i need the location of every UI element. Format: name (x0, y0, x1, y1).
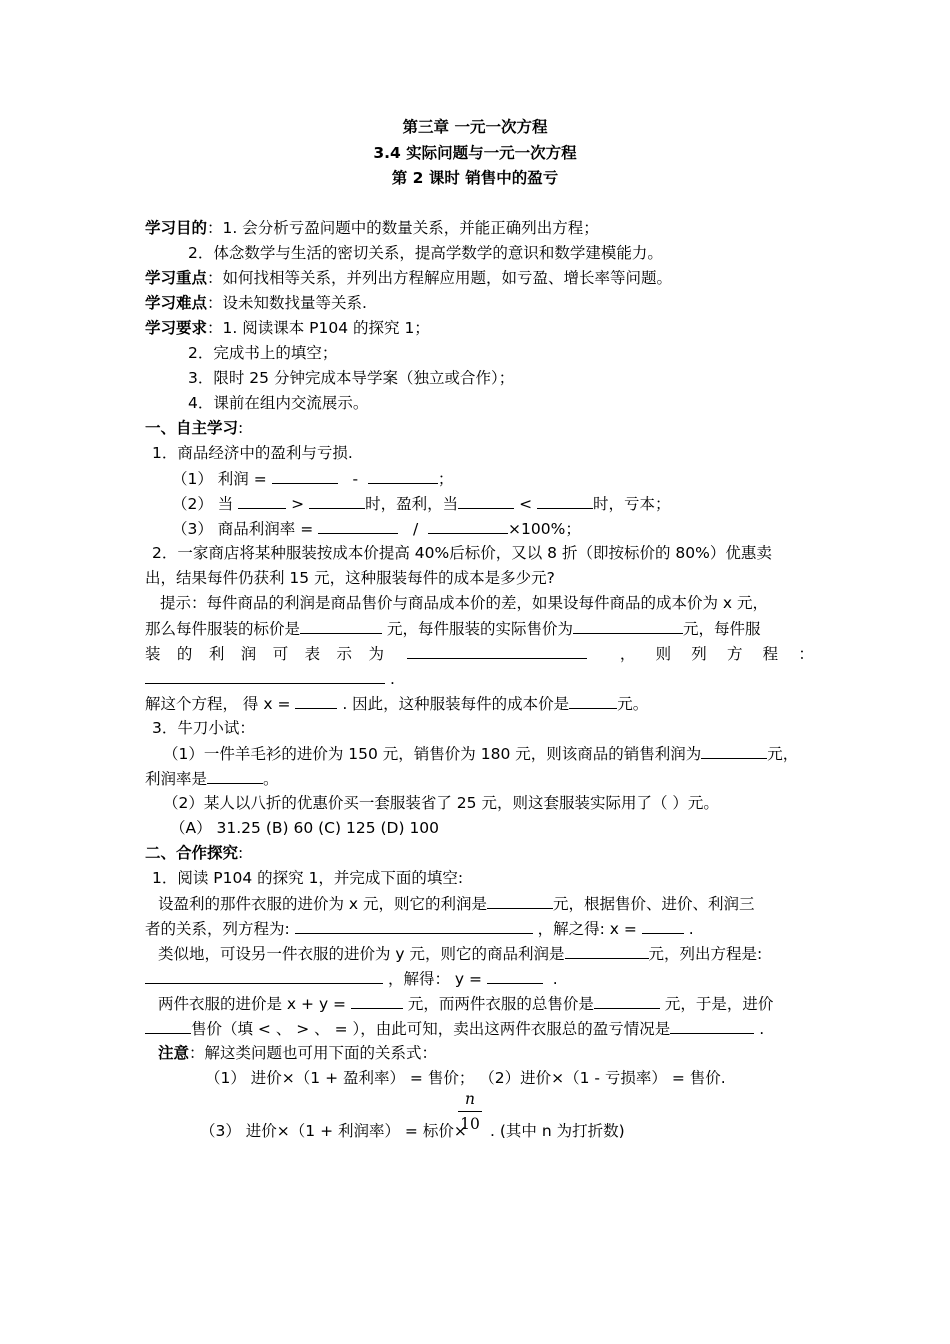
text: 元，而两件衣服的总售价是 (407, 995, 594, 1013)
p2-line-4 (145, 968, 558, 989)
text: / (412, 520, 419, 538)
chapter-title: 第三章 一元一次方程 (402, 118, 548, 136)
blank-field[interactable] (537, 493, 593, 509)
goals-label: 学习目的 (145, 219, 208, 237)
p1-q2-line-1: 2．一家商店将某种服装按成本价提高 40%后标价，又以 8 折（即按标价的 80%）优惠卖 (152, 544, 772, 562)
blank-field[interactable] (487, 968, 543, 984)
text: 两件衣服的进价是 x + y = (158, 995, 347, 1013)
p1-hint-line-2 (145, 618, 760, 639)
p1-q3-1-cont (145, 768, 279, 789)
p2-line-5 (158, 993, 773, 1014)
p1-q3-options: （A） 31.25 (B) 60 (C) 125 (D) 100 (170, 819, 440, 837)
text: 。 (263, 770, 279, 788)
text: 利润率是 (145, 770, 208, 788)
requirements-item-2: 2．完成书上的填空； (188, 344, 338, 362)
text: （2） 当 (172, 495, 234, 513)
blank-field[interactable] (569, 693, 617, 709)
text: 元，每件服装的实际售价为 (386, 620, 573, 638)
difficulty-line (145, 293, 367, 313)
requirements-label: 学习要求 (145, 319, 208, 337)
text: 者的关系，列方程为: (145, 920, 290, 938)
text: . (552, 970, 558, 988)
p2-line-6 (145, 1018, 764, 1039)
text: . (759, 1020, 765, 1038)
part1-heading (145, 418, 243, 438)
p1-q1-title: 1．商品经济中的盈利与亏损. (152, 444, 353, 462)
p2-formula-3-tail: . (其中 n 为打折数) (490, 1122, 625, 1140)
text: 装的利润可表示为 (145, 645, 390, 663)
fraction-numerator: n (465, 1090, 475, 1108)
requirements-item-4: 4．课前在组内交流展示。 (188, 394, 369, 412)
blank-field[interactable] (318, 518, 398, 534)
p1-q3-1 (163, 743, 798, 764)
section-title: 3.4 实际问题与一元一次方程 (373, 144, 577, 162)
p2-formula-1-2: （1） 进价×（1 + 盈利率） = 售价； （2）进价×（1 - 亏损率） = 售价. (205, 1069, 726, 1087)
text: > (291, 495, 305, 513)
text: 元，于是，进价 (664, 995, 774, 1013)
p1-q3-title: 3．牛刀小试： (152, 719, 255, 737)
blank-field[interactable] (573, 618, 683, 634)
text: 类似地，可设另一件衣服的进价为 y 元，则它的商品利润是 (158, 945, 565, 963)
text: （3） 商品利润率 = (172, 520, 314, 538)
text: . 因此，这种服装每件的成本价是 (342, 695, 570, 713)
blank-field[interactable] (594, 993, 660, 1009)
blank-field[interactable] (207, 768, 263, 784)
blank-field[interactable] (300, 618, 382, 634)
text: 售价（填 < 、 > 、 = ），由此可知，卖出这两件衣服总的盈亏情况是 (191, 1020, 671, 1038)
p1-q1-3 (172, 518, 581, 539)
text: 时，盈利，当 (365, 495, 459, 513)
text: 元。 (617, 695, 649, 713)
p1-q2-line-2: 出，结果每件仍获利 15 元，这种服装每件的成本是多少元? (145, 569, 555, 587)
blank-field[interactable] (145, 1018, 191, 1034)
p1-hint-line-4 (145, 668, 395, 689)
blank-field[interactable] (272, 468, 338, 484)
text: 元，列出方程是: (648, 945, 763, 963)
part2-heading (145, 843, 243, 863)
text: （1） 利润 = (172, 470, 267, 488)
blank-field[interactable] (295, 918, 533, 934)
blank-field[interactable] (701, 743, 767, 759)
blank-field[interactable] (487, 893, 553, 909)
goals-item-1: ：1. 会分析亏盈问题中的数量关系，并能正确列出方程； (207, 219, 599, 237)
focus-line (145, 268, 672, 288)
p2-line-2 (145, 918, 694, 939)
p2-line-3 (158, 943, 762, 964)
blank-field[interactable] (642, 918, 684, 934)
blank-field[interactable] (368, 468, 438, 484)
p1-q1-2 (172, 493, 671, 514)
p2-note-line (158, 1043, 437, 1063)
blank-field[interactable] (458, 493, 514, 509)
text: 元， (767, 745, 799, 763)
blank-field[interactable] (145, 668, 385, 684)
difficulty-label: 学习难点 (145, 294, 208, 312)
text: ； (437, 470, 454, 488)
text: 设盈利的那件衣服的进价为 x 元，则它的利润是 (158, 895, 488, 913)
text: 解这个方程， 得 x = (145, 695, 291, 713)
fraction-bar (458, 1111, 482, 1112)
p2-formula-3 (200, 1121, 467, 1141)
text: 那么每件服装的标价是 (145, 620, 301, 638)
p1-hint-line-3 (145, 643, 820, 664)
text: 时，亏本； (593, 495, 671, 513)
p1-q1-1 (172, 468, 453, 489)
fraction-denominator: 10 (460, 1115, 480, 1133)
text: ，解得： y = (387, 970, 482, 988)
text: （1）一件羊毛衫的进价为 150 元，销售价为 180 元，则该商品的销售利润为 (163, 745, 702, 763)
part1-heading-colon: : (238, 419, 244, 437)
text: - (352, 470, 359, 488)
blank-field[interactable] (407, 643, 587, 659)
p1-solve-line (145, 693, 648, 714)
text: . (688, 920, 694, 938)
note-label: 注意 (158, 1044, 190, 1062)
blank-field[interactable] (670, 1018, 754, 1034)
blank-field[interactable] (309, 493, 365, 509)
blank-field[interactable] (428, 518, 508, 534)
text: ，则列方程： (619, 645, 820, 663)
part1-heading-text: 一、自主学习 (145, 419, 239, 437)
text: （3） 进价×（1 + 利润率） = 标价× (200, 1122, 467, 1140)
requirements-item-3: 3．限时 25 分钟完成本导学案（独立或合作）； (188, 369, 515, 387)
text: 元，每件服 (682, 620, 761, 638)
text: ，解之得: x = (537, 920, 637, 938)
blank-field[interactable] (238, 493, 286, 509)
p2-q1-title: 1．阅读 P104 的探究 1，并完成下面的填空: (152, 869, 464, 887)
focus-label: 学习重点 (145, 269, 208, 287)
goals-line-1 (145, 218, 599, 238)
blank-field[interactable] (145, 968, 383, 984)
text: . (389, 670, 395, 688)
part2-heading-colon: : (238, 844, 244, 862)
blank-field[interactable] (351, 993, 403, 1009)
blank-field[interactable] (295, 693, 337, 709)
goals-item-2: 2．体念数学与生活的密切关系，提高学数学的意识和数学建模能力。 (188, 244, 663, 262)
difficulty-text: ：设未知数找量等关系. (207, 294, 367, 312)
requirements-item-1: ：1. 阅读课本 P104 的探究 1； (207, 319, 430, 337)
note-text: ：解这类问题也可用下面的关系式： (189, 1044, 438, 1062)
text: < (519, 495, 533, 513)
text: ×100%； (508, 520, 581, 538)
p1-q3-2: （2）某人以八折的优惠价买一套服装省了 25 元，则这套服装实际用了（ ）元。 (163, 794, 719, 812)
text: 元，根据售价、进价、利润三 (553, 895, 755, 913)
lesson-title: 第 2 课时 销售中的盈亏 (391, 169, 559, 187)
p1-hint-line-1: 提示：每件商品的利润是商品售价与商品成本价的差，如果设每件商品的成本价为 x 元， (160, 594, 769, 612)
focus-text: ：如何找相等关系，并列出方程解应用题，如亏盈、增长率等问题。 (207, 269, 673, 287)
p2-line-1 (158, 893, 755, 914)
part2-heading-text: 二、合作探究 (145, 844, 239, 862)
blank-field[interactable] (565, 943, 649, 959)
requirements-line-1 (145, 318, 430, 338)
